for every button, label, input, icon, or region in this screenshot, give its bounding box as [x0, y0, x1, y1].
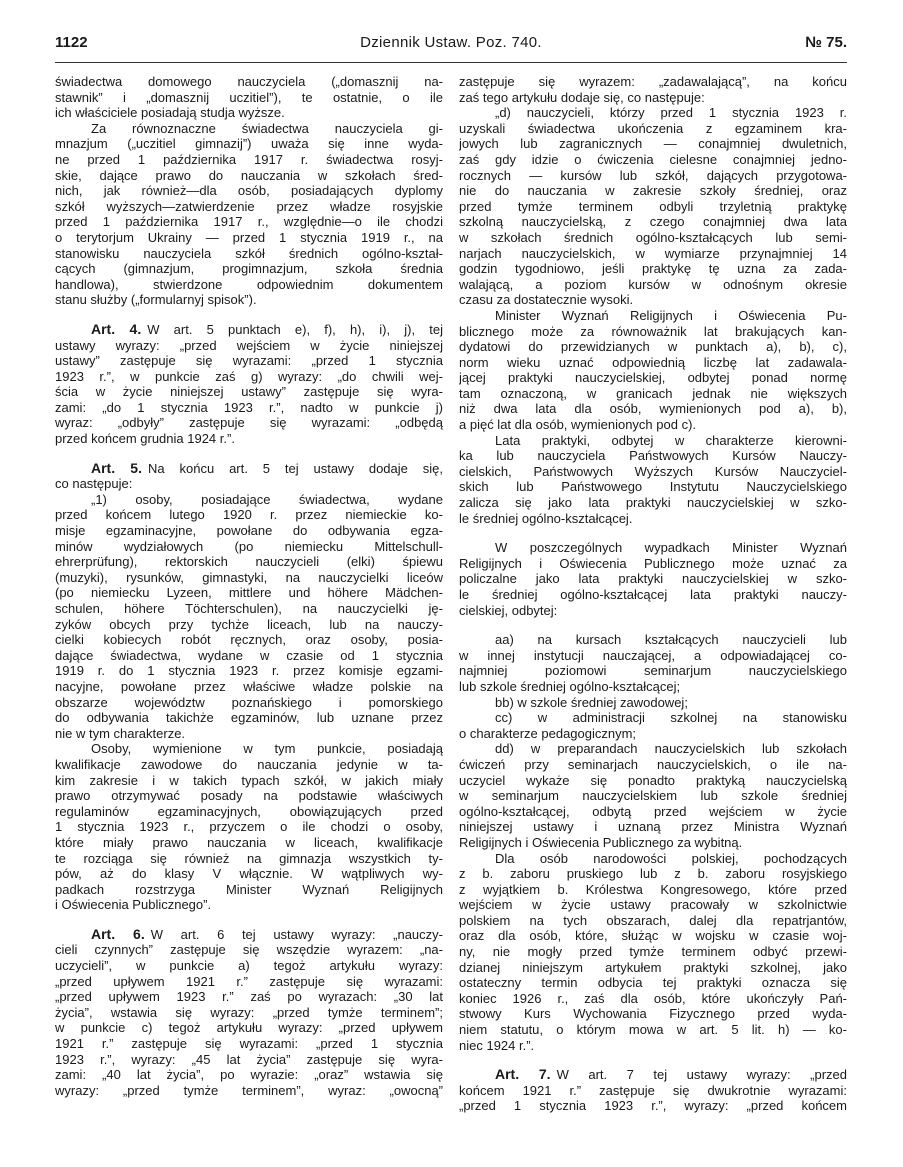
line-text: nich, jak również—dla osób, posiadających dyplomy: [55, 183, 443, 199]
text-line: [459, 695, 847, 711]
line-text: narjach nauczycielskich, w wymiarze przynajmniej 14: [459, 245, 847, 261]
line-text: W art. 6 tej ustawy wyrazy: „nauczy-: [150, 926, 443, 942]
text-line: [55, 1067, 443, 1083]
paragraph: [459, 851, 847, 1054]
text-line: [459, 183, 847, 199]
text-line: [459, 199, 847, 215]
line-text: życia”, wstawia się wyrazy: „przed tymże terminem”;: [55, 1004, 443, 1020]
line-text: zami: „do 1 stycznia 1923 r.”, nadto w punkcie j): [55, 399, 443, 415]
article-heading: Art. 6.: [91, 926, 145, 942]
line-text: przed końcem lutego 1920 r. przez niemieckie ko-: [55, 507, 443, 523]
line-text: ehrerprüfung), rektorskich nauczycieli (elki) śpiewu: [55, 554, 443, 570]
line-text: handlowa), stwierdzone odpowiednim dokumentem: [55, 276, 443, 292]
line-text: kim zakresie i w takich typach szkół, w jakich miały: [55, 772, 443, 788]
text-line: [459, 835, 847, 851]
line-text: rocznych — kursów lub szkół, dających przygotowa-: [459, 167, 847, 183]
text-line: [459, 991, 847, 1007]
paragraph: [459, 105, 847, 308]
line-text: 1919 r. do 1 stycznia 1923 r. przez komisje egzami-: [55, 663, 443, 679]
text-line: [55, 261, 443, 277]
text-line: [55, 632, 443, 648]
line-text: i Oświecenia Publicznego”.: [55, 897, 212, 913]
line-text: Minister Wyznań Religijnych i Oświecenia Pu-: [495, 307, 847, 323]
line-text: przed końcem grudnia 1924 r.”.: [55, 431, 235, 447]
line-text: W art. 5 punktach e), f), h), i), j), tej: [147, 321, 443, 337]
text-line: [459, 773, 847, 789]
text-line: [55, 882, 443, 898]
text-line: [55, 183, 443, 199]
text-line: [55, 322, 443, 338]
text-line: [459, 866, 847, 882]
paragraph: [459, 433, 847, 527]
line-text: ścia w życie niniejszej ustawy” zastępuje się wyra-: [55, 384, 443, 400]
text-line: [55, 773, 443, 789]
issue-number: № 75.: [805, 34, 847, 51]
line-text: co następuje:: [55, 476, 133, 492]
line-text: cących (gimnazjum, progimnazjum, szkoła średnia: [55, 261, 443, 277]
text-line: [55, 415, 443, 431]
text-line: [55, 741, 443, 757]
line-text: Na końcu art. 5 tej ustawy dodaje się,: [147, 460, 443, 476]
line-text: w punkcie c) tegoż artykułu wyrazy: „przed upływem: [55, 1020, 443, 1036]
text-line: [459, 355, 847, 371]
line-text: cielskich, Państwowych Wyższych Kursów Nauczyciel-: [459, 463, 847, 479]
paragraph: [55, 121, 443, 308]
line-text: nie w tym charakterze.: [55, 725, 186, 741]
text-line: [459, 757, 847, 773]
line-text: W art. 7 tej ustawy wyrazy: „przed: [556, 1067, 847, 1083]
text-line: [459, 230, 847, 246]
text-line: [55, 246, 443, 262]
line-text: „1) osoby, posiadające świadectwa, wydane: [91, 491, 443, 507]
text-line: [55, 942, 443, 958]
line-text: zaś gdy idzie o ćwiczenia cielesne conajmniej jedno-: [459, 151, 847, 167]
text-line: [55, 710, 443, 726]
line-text: W poszczególnych wypadkach Minister Wyznań: [495, 540, 847, 556]
left-column: [55, 74, 443, 1098]
text-line: [459, 277, 847, 293]
text-line: [55, 214, 443, 230]
text-line: [459, 292, 847, 308]
text-line: [55, 74, 443, 90]
line-text: dzianej niniejszym artykułem praktyki szkolnej, jako: [459, 959, 847, 975]
line-text: 1923 r.”, wyrazy: „45 lat życia” zastępuje się wyra-: [55, 1051, 443, 1067]
text-line: [55, 1036, 443, 1052]
line-text: 1923 r.”, w punkcie zaś g) wyrazy: „do chwili wej-: [55, 368, 443, 384]
line-text: czasu za dostatecznie wysoki.: [459, 292, 634, 308]
text-line: [55, 1020, 443, 1036]
line-text: zyków obcych przy tychże liceach, lub na nauczy-: [55, 616, 443, 632]
line-text: (muzyki), rysunków, gimnastyki, na nauczycielki liceów: [55, 569, 443, 585]
text-line: [459, 1098, 847, 1114]
right-column: [459, 74, 847, 1114]
line-text: o charakterze pedagogicznym;: [459, 725, 637, 741]
line-text: walającą, a poziom kursów w odnośnym okresie: [459, 276, 847, 292]
line-text: ostateczny termin odbycia tej praktyki oznacza się: [459, 975, 847, 991]
text-line: [459, 928, 847, 944]
line-text: zaś tego artykułu dodaje się, co następuje:: [459, 89, 705, 105]
text-line: [459, 479, 847, 495]
line-text: ka lub nauczyciela Państwowych Kursów Nauczy-: [459, 448, 847, 464]
text-line: [459, 741, 847, 757]
line-text: zalicza się jako lata praktyki nauczycielskiej w szko-: [459, 495, 847, 511]
paragraph: [459, 695, 847, 711]
paragraph: [459, 540, 847, 618]
text-line: [55, 585, 443, 601]
text-line: [459, 679, 847, 695]
line-text: „przed upływem 1921 r.” zastępuje się wyrazami:: [55, 973, 443, 989]
paragraph: [459, 308, 847, 433]
text-line: [55, 152, 443, 168]
text-line: [55, 523, 443, 539]
text-line: [55, 476, 443, 492]
line-text: szkolną nauczycielską, z czego conajmniej dwa lata: [459, 214, 847, 230]
line-text: niniejszej ustawy i uznaną przez Ministra Wyznań: [459, 819, 847, 835]
line-text: w szkołach średnich ogólno-kształcących lub semi-: [459, 229, 847, 245]
line-text: koniec 1926 r., zaś dla osób, które ukończyły Pań-: [459, 990, 847, 1006]
text-line: [55, 648, 443, 664]
line-text: końcem 1921 r.” zastępuje się dwukrotnie wyrazami:: [459, 1082, 847, 1098]
line-text: „przed 1 stycznia 1923 r.”, wyrazy: „przed końcem: [459, 1098, 847, 1114]
text-line: [459, 324, 847, 340]
text-line: [459, 417, 847, 433]
article-paragraph: [55, 927, 443, 1099]
text-line: [55, 835, 443, 851]
article-paragraph: [459, 1067, 847, 1114]
text-line: [459, 851, 847, 867]
text-line: [459, 804, 847, 820]
line-text: z wyjątkiem b. Królestwa Kongresowego, które przed: [459, 881, 847, 897]
line-text: padkach rozstrzyga Minister Wyznań Religijnych: [55, 881, 443, 897]
text-line: [459, 74, 847, 90]
text-line: [459, 136, 847, 152]
line-text: ogólno-kształcącej, odbytą przed wejściem w życie: [459, 803, 847, 819]
line-text: obszarze województw poznańskiego i pomorskiego: [55, 694, 443, 710]
text-line: [55, 90, 443, 106]
line-text: o terytorjum Ukrainy — przed 1 stycznia 1919 r., na: [55, 229, 443, 245]
text-line: [55, 121, 443, 137]
text-line: [459, 788, 847, 804]
line-text: misje egzaminacyjne, powołane do odbywania egza-: [55, 523, 443, 539]
line-text: ćwiczeń przy seminarjach nauczycielskich, o ile na-: [459, 756, 847, 772]
article-heading: Art. 7.: [495, 1067, 551, 1083]
line-text: skie, dające prawo do nauczania w szkołach śred-: [55, 167, 443, 183]
line-text: dające świadectwa, wydane w czasie od 1 stycznia: [55, 647, 443, 663]
text-line: [55, 507, 443, 523]
paragraph: [55, 741, 443, 913]
line-text: Religijnych i Oświecenia Publicznego za wybitną.: [459, 834, 743, 850]
page-header: [55, 34, 847, 56]
line-text: te rozciąga się również na gimnazja wszystkich ty-: [55, 850, 443, 866]
text-line: [55, 617, 443, 633]
text-line: [459, 495, 847, 511]
text-line: [459, 339, 847, 355]
text-line: [55, 1083, 443, 1099]
paragraph: [459, 710, 847, 741]
line-text: uczycieli”, w punkcie a) tegoż artykułu wyrazy:: [55, 958, 443, 974]
text-line: [55, 230, 443, 246]
line-text: w innej instytucji nauczającej, a odpowiadającej co-: [459, 647, 847, 663]
line-text: oraz dla osób, które, służąc w wojsku w czasie woj-: [459, 928, 847, 944]
text-line: [55, 1005, 443, 1021]
text-line: [55, 292, 443, 308]
text-line: [55, 384, 443, 400]
text-line: [459, 587, 847, 603]
line-text: skich lub Państwowego Instytutu Nauczycielskiego: [459, 479, 847, 495]
text-line: [459, 511, 847, 527]
line-text: cc) w administracji szkolnej na stanowisku: [495, 710, 847, 726]
line-text: stwowy Kurs Wychowania Fizycznego przed wyda-: [459, 1006, 847, 1022]
line-text: nie do nauczania w zakresie szkoły średniej, oraz: [459, 183, 847, 199]
text-line: [55, 369, 443, 385]
paragraph: [459, 632, 847, 694]
text-line: [459, 632, 847, 648]
line-text: zami: „40 lat życia”, po wyrazie: „oraz” wstawia się: [55, 1067, 443, 1083]
text-line: [459, 121, 847, 137]
line-text: uzyskali świadectwa ukończenia z egzaminem kra-: [459, 120, 847, 136]
text-line: [459, 214, 847, 230]
text-line: [459, 90, 847, 106]
line-text: nacyjne, powołane przez właściwe władze polskie na: [55, 678, 443, 694]
line-text: ich właściciele posiadają studja wyższe.: [55, 105, 285, 121]
text-line: [55, 353, 443, 369]
text-line: [459, 464, 847, 480]
text-line: [459, 1022, 847, 1038]
text-line: [459, 663, 847, 679]
header-rule: [55, 62, 847, 63]
line-text: 1 stycznia 1923 r., przyczem o ile chodzi o osoby,: [55, 819, 443, 835]
text-line: [459, 308, 847, 324]
text-line: [459, 1038, 847, 1054]
text-line: [459, 882, 847, 898]
line-text: Osoby, wymienione w tym punkcie, posiadają: [91, 741, 443, 757]
text-line: [55, 492, 443, 508]
line-text: wejściem w życie ustawy pracowały w szkolnictwie: [459, 897, 847, 913]
line-text: Religijnych i Oświecenia Publicznego może uznać za: [459, 555, 847, 571]
text-line: [459, 556, 847, 572]
text-line: [459, 386, 847, 402]
line-text: prawo otrzymywać posady na podstawie właściwych: [55, 788, 443, 804]
line-text: Dla osób narodowości polskiej, pochodzących: [495, 850, 847, 866]
line-text: le średniej ogólno-kształcącej.: [459, 510, 633, 526]
line-text: z b. zaboru pruskiego lub z b. zaboru rosyjskiego: [459, 866, 847, 882]
line-text: cielskiej, odbytej:: [459, 602, 558, 618]
text-line: [459, 819, 847, 835]
paragraph: [55, 492, 443, 742]
text-line: [55, 897, 443, 913]
text-line: [55, 431, 443, 447]
line-text: Za równoznaczne świadectwa nauczyciela gi-: [91, 120, 443, 136]
text-line: [459, 168, 847, 184]
text-line: [459, 710, 847, 726]
article-heading: Art. 5.: [91, 460, 142, 476]
text-line: [55, 663, 443, 679]
text-line: [459, 105, 847, 121]
line-text: regulaminów egzaminacyjnych, obowiązujących przed: [55, 803, 443, 819]
text-line: [55, 989, 443, 1005]
line-text: szkół wyższych—zatwierdzenie przez władze rosyjskie: [55, 198, 443, 214]
line-text: policzalne jako lata praktyki nauczycielskiej w szko-: [459, 571, 847, 587]
line-text: tam oznaczoną, w granicach jednak nie większych: [459, 385, 847, 401]
text-line: [459, 152, 847, 168]
line-text: przed tymże terminem odbyli trzyletnią praktykę: [459, 198, 847, 214]
line-text: ustawy” zastępuje się wyrazami: „przed 1 stycznia: [55, 353, 443, 369]
line-text: dydatowi do przewidzianych w punktach a), b), c),: [459, 339, 847, 355]
line-text: stanu służby („formularnyj spisok”).: [55, 292, 257, 308]
line-text: (po niemiecku Lyzeen, mittlere und höhere Mädchen-: [55, 585, 443, 601]
text-line: [55, 400, 443, 416]
text-line: [459, 648, 847, 664]
text-line: [55, 958, 443, 974]
line-text: norm wieku uznać odpowiednią liczbę lat zadawala-: [459, 354, 847, 370]
text-line: [55, 726, 443, 742]
text-line: [55, 679, 443, 695]
text-line: [459, 571, 847, 587]
text-line: [459, 540, 847, 556]
text-line: [459, 913, 847, 929]
line-text: godzin tygodniowo, jeśli praktykę tę uzna za zada-: [459, 261, 847, 277]
text-line: [55, 757, 443, 773]
line-text: świadectwa domowego nauczyciela („domasznij na-: [55, 74, 443, 89]
line-text: minów wydziałowych (po niemiecku Mittelschull-: [55, 538, 443, 554]
line-text: zastępuje się wyrazem: „zadawalającą”, na końcu: [459, 74, 847, 89]
line-text: aa) na kursach kształcących nauczycieli lub: [495, 632, 847, 648]
text-line: [55, 168, 443, 184]
line-text: ne przed 1 października 1917 r. świadectwa rosyj-: [55, 151, 443, 167]
text-line: [55, 601, 443, 617]
line-text: niż dwa lata dla osób, wymienionych pod a), b),: [459, 401, 847, 417]
line-text: ny, nie mogły przed tymże terminem odbyć przewi-: [459, 944, 847, 960]
text-line: [459, 960, 847, 976]
journal-title: Dziennik Ustaw. Poz. 740.: [360, 34, 542, 51]
text-line: [459, 975, 847, 991]
text-line: [55, 554, 443, 570]
line-text: stanowisku nauczyciela szkół średnich ogólno-kształ-: [55, 245, 443, 261]
line-text: „przed upływem 1923 r.” zaś po wyrazach: „30 lat: [55, 989, 443, 1005]
line-text: które miały prawo nauczania w liceach, kwalifikacje: [55, 834, 443, 850]
text-line: [459, 1067, 847, 1083]
text-line: [55, 927, 443, 943]
line-text: bb) w szkole średniej zawodowej;: [495, 694, 688, 710]
text-line: [459, 1083, 847, 1099]
text-line: [55, 695, 443, 711]
line-text: niem statutu, o którym mowa w art. 5 lit. h) — ko-: [459, 1022, 847, 1038]
line-text: 1921 r.” zastępuje się wyrazami: „przed 1 stycznia: [55, 1036, 443, 1052]
line-text: najmniej poziomowi seminarjum nauczycielskiego: [459, 663, 847, 679]
line-text: dd) w preparandach nauczycielskich lub szkołach: [495, 741, 847, 757]
line-text: le średniej ogólno-kształcącej lata praktyki nauczy-: [459, 587, 847, 602]
text-line: [55, 570, 443, 586]
article-heading: Art. 4.: [91, 321, 142, 337]
text-line: [55, 136, 443, 152]
text-line: [459, 603, 847, 619]
text-line: [459, 370, 847, 386]
text-line: [459, 401, 847, 417]
text-line: [459, 246, 847, 262]
article-paragraph: [55, 461, 443, 492]
paragraph: [55, 74, 443, 121]
line-text: wyrazy: „przed tymże terminem”, wyraz: „owocną”: [55, 1082, 443, 1098]
line-text: w seminarjum nauczycielskiem lub szkole średniej: [459, 788, 847, 804]
text-line: [55, 105, 443, 121]
line-text: kwalifikacje zawodowe do nauczania jedynie w ta-: [55, 756, 443, 772]
line-text: polskiem na tych obszarach, dalej dla repatrjantów,: [459, 912, 847, 928]
text-line: [55, 804, 443, 820]
line-text: ustawy wyrazy: „przed wejściem w życie niniejszej: [55, 337, 443, 353]
line-text: przed 1 października 1917 r., względnie—o ile chodzi: [55, 214, 443, 230]
paragraph: [459, 74, 847, 105]
paragraph: [459, 741, 847, 850]
line-text: Lata praktyki, odbytej w charakterze kierowni-: [495, 432, 847, 448]
line-text: jącej praktyki nauczycielskiej, odbytej ponad normę: [459, 370, 847, 386]
article-paragraph: [55, 322, 443, 447]
text-line: [459, 448, 847, 464]
text-line: [459, 726, 847, 742]
line-text: cieli czynnych” zastępuje się wszędzie wyrazem: „na-: [55, 942, 443, 958]
text-line: [55, 788, 443, 804]
text-line: [55, 277, 443, 293]
line-text: lub szkole średniej ogólno-kształcącej;: [459, 678, 681, 694]
line-text: wyraz: „odbyły” zastępuje się wyrazami: „odbędą: [55, 415, 443, 431]
line-text: niec 1924 r.”.: [459, 1037, 535, 1053]
text-line: [55, 1052, 443, 1068]
line-text: uczyciel wykaże się ponadto praktyką nauczycielską: [459, 772, 847, 788]
line-text: „d) nauczycieli, którzy przed 1 stycznia 1923 r.: [495, 105, 847, 121]
text-line: [55, 819, 443, 835]
line-text: a pięć lat dla osób, wymienionych pod c).: [459, 417, 697, 433]
text-line: [459, 261, 847, 277]
text-line: [55, 974, 443, 990]
line-text: schulen, höhere Töchterschulen), na nauczycielki ję-: [55, 601, 443, 616]
text-line: [55, 539, 443, 555]
line-text: jowych lub zagranicznych — conajmniej dwuletnich,: [459, 136, 847, 152]
text-line: [55, 851, 443, 867]
line-text: do odbywania takichże egzaminów, lub uznane przez: [55, 710, 443, 726]
text-line: [459, 1006, 847, 1022]
line-text: cielki kobiecych robót ręcznych, oraz osoby, posia-: [55, 632, 443, 648]
text-line: [459, 897, 847, 913]
text-line: [55, 461, 443, 477]
text-line: [55, 338, 443, 354]
page-number: 1122: [55, 34, 88, 51]
line-text: pów, aż do klasy V włącznie. W wątpliwych wy-: [55, 866, 443, 882]
line-text: mnazjum („uczitiel gimnazij”) uważa się inne wyda-: [55, 136, 443, 152]
text-line: [55, 866, 443, 882]
text-line: [55, 199, 443, 215]
text-line: [459, 433, 847, 449]
line-text: stawnik” i „domasznij uczitiel”), te ostatnie, o ile: [55, 89, 443, 105]
line-text: blicznego może za równoważnik lat brakujących kan-: [459, 323, 847, 339]
text-line: [459, 944, 847, 960]
